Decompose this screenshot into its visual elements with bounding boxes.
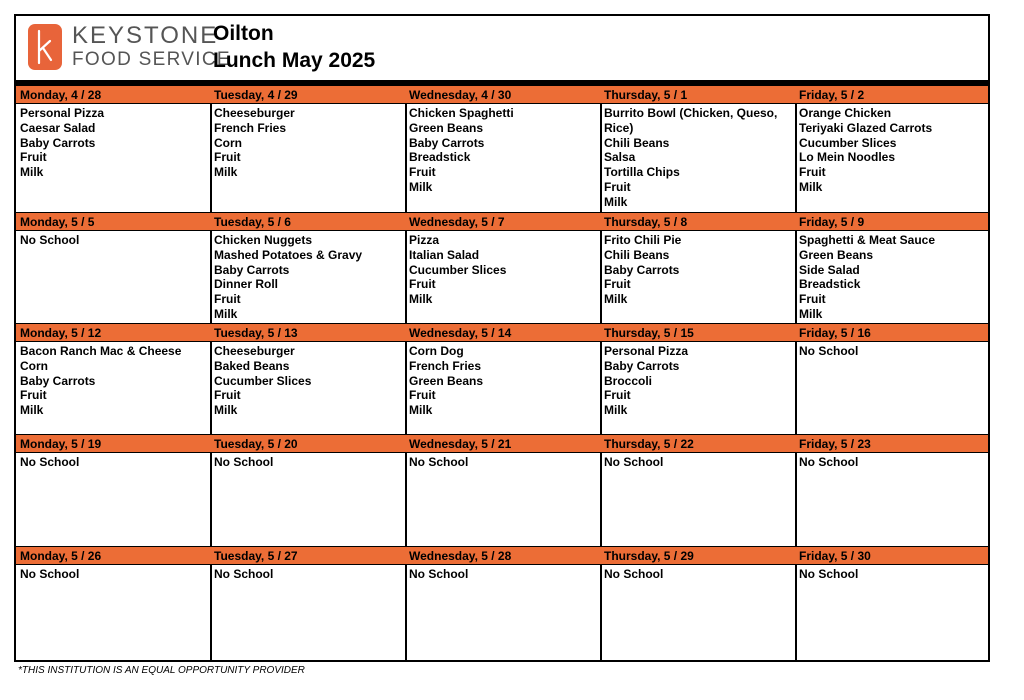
menu-item: Italian Salad [409, 247, 480, 262]
menu-item: Milk [214, 403, 238, 418]
menu-item: Baked Beans [214, 358, 290, 373]
menu-item: Milk [604, 403, 628, 418]
menu-item: Baby Carrots [604, 262, 680, 277]
menu-item: No School [799, 455, 859, 469]
day-cell [600, 212, 797, 323]
menu-item: Milk [604, 194, 628, 209]
menu-item: Fruit [604, 277, 631, 292]
day-cell [405, 85, 602, 212]
menu-item: Breadstick [409, 150, 471, 165]
day-header: Thursday, 5 / 8 [600, 212, 795, 231]
menu-item: Dinner Roll [214, 277, 279, 292]
menu-item: Baby Carrots [409, 135, 485, 150]
menu-items [210, 342, 405, 418]
menu-item: Fruit [20, 388, 47, 403]
day-header: Thursday, 5 / 29 [600, 546, 795, 565]
menu-item: No School [214, 567, 274, 581]
day-header: Tuesday, 5 / 13 [210, 323, 405, 342]
day-cell [16, 323, 212, 434]
menu-items [795, 453, 988, 470]
day-cell [16, 546, 212, 660]
menu-item: Milk [604, 292, 628, 307]
week-row [16, 323, 988, 434]
menu-item: Fruit [409, 277, 436, 292]
menu-item: Teriyaki Glazed Carrots [799, 120, 933, 135]
menu-item: No School [409, 567, 469, 581]
day-cell [16, 85, 212, 212]
menu-item: Fruit [409, 165, 436, 180]
day-cell [795, 546, 988, 660]
day-header: Friday, 5 / 23 [795, 434, 988, 453]
menu-item: Side Salad [799, 262, 860, 277]
day-header: Wednesday, 5 / 21 [405, 434, 600, 453]
menu-items [210, 231, 405, 322]
day-header: Tuesday, 4 / 29 [210, 85, 405, 104]
menu-item: French Fries [214, 120, 287, 135]
menu-item: Green Beans [409, 373, 484, 388]
day-cell [405, 212, 602, 323]
day-header: Tuesday, 5 / 6 [210, 212, 405, 231]
menu-item: Fruit [20, 150, 47, 165]
day-cell [795, 434, 988, 546]
menu-item: Tortilla Chips [604, 165, 680, 180]
day-cell [210, 434, 407, 546]
menu-item: Fruit [604, 179, 631, 194]
menu-title: Lunch May 2025 [213, 49, 376, 73]
menu-item: No School [20, 567, 80, 581]
day-header: Friday, 5 / 2 [795, 85, 988, 104]
day-cell [600, 323, 797, 434]
day-cell [795, 85, 988, 212]
day-cell [795, 212, 988, 323]
menu-item: Salsa [604, 150, 636, 165]
day-cell [405, 323, 602, 434]
menu-items [405, 231, 600, 307]
menu-item: Milk [799, 179, 823, 194]
menu-item: No School [799, 567, 859, 581]
menu-item: Spaghetti & Meat Sauce [799, 233, 936, 247]
menu-item: Chicken Spaghetti [409, 106, 514, 120]
menu-item: Cucumber Slices [214, 373, 312, 388]
menu-item: Baby Carrots [20, 135, 96, 150]
week-row [16, 212, 988, 323]
menu-item: Cheeseburger [214, 344, 295, 358]
day-cell [210, 212, 407, 323]
menu-item: Baby Carrots [20, 373, 96, 388]
day-header: Thursday, 5 / 22 [600, 434, 795, 453]
day-header: Thursday, 5 / 15 [600, 323, 795, 342]
day-cell [16, 434, 212, 546]
menu-items [16, 453, 210, 470]
menu-item: Milk [214, 306, 238, 321]
menu-calendar-grid [16, 85, 988, 660]
day-header: Friday, 5 / 9 [795, 212, 988, 231]
menu-titles [213, 20, 375, 75]
menu-item: Caesar Salad [20, 120, 96, 135]
menu-item: Corn [214, 135, 242, 150]
day-cell [210, 323, 407, 434]
menu-item: Pizza [409, 233, 440, 247]
menu-item: Fruit [214, 388, 241, 403]
brand-name [72, 24, 231, 69]
day-cell [405, 434, 602, 546]
menu-item: Cheeseburger [214, 106, 295, 120]
day-header: Monday, 5 / 12 [16, 323, 210, 342]
day-header: Friday, 5 / 30 [795, 546, 988, 565]
day-cell [210, 85, 407, 212]
menu-items [600, 453, 795, 470]
week-row [16, 434, 988, 546]
menu-item: Fruit [604, 388, 631, 403]
menu-frame [14, 14, 990, 662]
menu-items [600, 231, 795, 307]
menu-item: Burrito Bowl (Chicken, Queso, Rice) [604, 106, 778, 135]
menu-item: No School [604, 567, 664, 581]
menu-items [795, 231, 988, 322]
day-header: Monday, 5 / 5 [16, 212, 210, 231]
menu-item: Corn [20, 358, 48, 373]
day-cell [600, 434, 797, 546]
day-header: Tuesday, 5 / 27 [210, 546, 405, 565]
day-cell [405, 546, 602, 660]
day-header: Wednesday, 4 / 30 [405, 85, 600, 104]
menu-item: Chili Beans [604, 135, 670, 150]
menu-item: Green Beans [799, 247, 874, 262]
menu-items [405, 565, 600, 582]
menu-items [210, 453, 405, 470]
menu-items [210, 565, 405, 582]
menu-items [16, 565, 210, 582]
menu-item: Milk [20, 165, 44, 180]
menu-item: Milk [409, 403, 433, 418]
menu-item: Milk [20, 403, 44, 418]
menu-item: Lo Mein Noodles [799, 150, 895, 165]
menu-items [600, 565, 795, 582]
menu-items [16, 342, 210, 418]
menu-item: Fruit [409, 388, 436, 403]
menu-item: No School [20, 233, 80, 247]
menu-item: No School [604, 455, 664, 469]
menu-item: Personal Pizza [20, 106, 105, 120]
menu-items [600, 104, 795, 210]
menu-items [405, 104, 600, 195]
menu-item: Personal Pizza [604, 344, 689, 358]
menu-item: Baby Carrots [214, 262, 290, 277]
menu-items [405, 453, 600, 470]
day-header: Tuesday, 5 / 20 [210, 434, 405, 453]
brand-line2: FOOD SERVICE [72, 49, 231, 70]
menu-item: Cucumber Slices [799, 135, 897, 150]
day-header: Wednesday, 5 / 28 [405, 546, 600, 565]
menu-item: Breadstick [799, 277, 861, 292]
menu-item: Broccoli [604, 373, 653, 388]
menu-item: Green Beans [409, 120, 484, 135]
day-cell [600, 85, 797, 212]
day-header: Monday, 4 / 28 [16, 85, 210, 104]
menu-items [16, 104, 210, 180]
menu-item: Fruit [214, 150, 241, 165]
menu-item: Frito Chili Pie [604, 233, 682, 247]
menu-item: Milk [214, 165, 238, 180]
menu-items [795, 342, 988, 359]
menu-item: Milk [799, 306, 823, 321]
menu-items [16, 231, 210, 248]
menu-item: Bacon Ranch Mac & Cheese [20, 344, 182, 358]
menu-item: No School [799, 344, 859, 358]
day-header: Monday, 5 / 26 [16, 546, 210, 565]
location-title: Oilton [213, 22, 274, 45]
menu-item: Fruit [799, 292, 826, 307]
menu-item: Fruit [799, 165, 826, 180]
day-header: Monday, 5 / 19 [16, 434, 210, 453]
day-header: Friday, 5 / 16 [795, 323, 988, 342]
day-header: Wednesday, 5 / 7 [405, 212, 600, 231]
day-cell [210, 546, 407, 660]
menu-items [600, 342, 795, 418]
menu-item: No School [409, 455, 469, 469]
menu-item: Chili Beans [604, 247, 670, 262]
week-row [16, 546, 988, 660]
menu-item: No School [214, 455, 274, 469]
day-cell [600, 546, 797, 660]
menu-item: Mashed Potatoes & Gravy [214, 247, 363, 262]
week-row [16, 85, 988, 212]
menu-item: Fruit [214, 292, 241, 307]
menu-items [795, 104, 988, 195]
equal-opportunity-note: *THIS INSTITUTION IS AN EQUAL OPPORTUNITY PROVIDER [18, 665, 305, 676]
menu-items [795, 565, 988, 582]
day-header: Wednesday, 5 / 14 [405, 323, 600, 342]
day-cell [795, 323, 988, 434]
menu-item: Cucumber Slices [409, 262, 507, 277]
menu-items [210, 104, 405, 180]
menu-item: Milk [409, 292, 433, 307]
keystone-logo-icon [28, 24, 62, 70]
day-cell [16, 212, 212, 323]
menu-item: French Fries [409, 358, 482, 373]
menu-item: Chicken Nuggets [214, 233, 313, 247]
menu-item: Milk [409, 179, 433, 194]
day-header: Thursday, 5 / 1 [600, 85, 795, 104]
menu-item: Baby Carrots [604, 358, 680, 373]
menu-items [405, 342, 600, 418]
brand-line1: KEYSTONE [72, 22, 219, 49]
menu-item: Corn Dog [409, 344, 464, 358]
menu-header [16, 16, 988, 85]
menu-item: No School [20, 455, 80, 469]
menu-item: Orange Chicken [799, 106, 892, 120]
